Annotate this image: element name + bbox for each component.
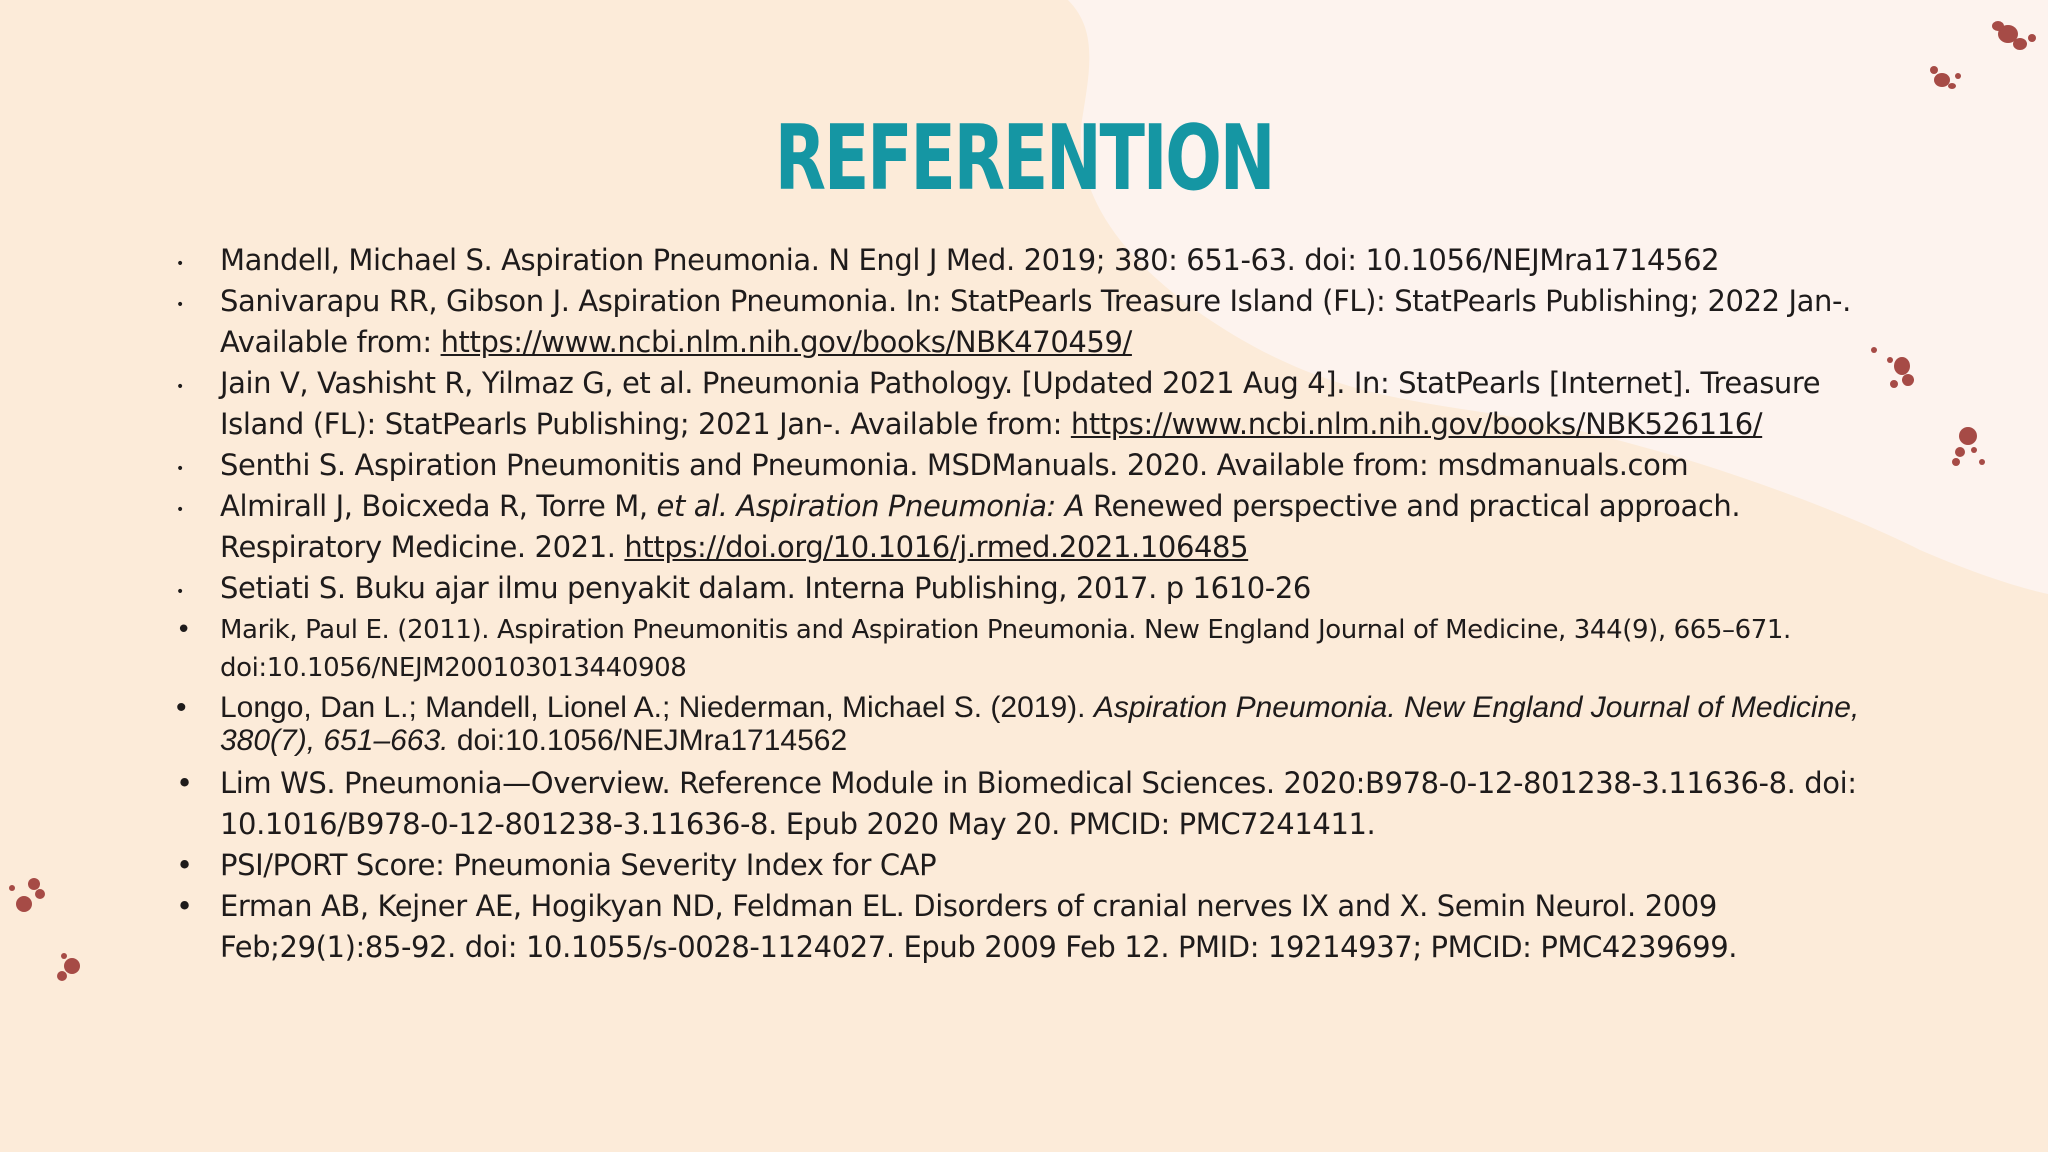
- reference-italic-text: Aspiration Pneumonia. New England Journal of Medicine, 380(7), 651–663.: [220, 691, 1860, 757]
- reference-text: Senthi S. Aspiration Pneumonitis and Pneumonia. MSDManuals. 2020. Available from: msdmanuals.com: [220, 448, 1689, 482]
- slide-title: REFERENTION: [774, 106, 1274, 211]
- reference-item: [170, 763, 1870, 845]
- bullet-icon: •: [176, 766, 193, 800]
- reference-list: [170, 240, 1870, 968]
- reference-item: [170, 886, 1870, 968]
- bullet-icon: •: [176, 502, 184, 518]
- reference-link[interactable]: https://doi.org/10.1016/j.rmed.2021.106485: [624, 530, 1249, 564]
- bullet-icon: •: [176, 848, 193, 882]
- reference-item: [170, 691, 1870, 757]
- reference-text: doi:10.1056/NEJMra1714562: [448, 724, 848, 757]
- bullet-icon: •: [176, 615, 191, 645]
- reference-text: PSI/PORT Score: Pneumonia Severity Index for CAP: [220, 848, 937, 882]
- reference-item: [170, 240, 1870, 281]
- reference-item: [170, 486, 1870, 568]
- bullet-icon: •: [176, 297, 184, 313]
- reference-item: [170, 845, 1870, 886]
- reference-text: Almirall J, Boicxeda R, Torre M,: [220, 489, 657, 523]
- reference-item: [170, 281, 1870, 363]
- reference-item: [170, 611, 1870, 687]
- reference-item: [170, 363, 1870, 445]
- bullet-icon: •: [176, 889, 193, 923]
- reference-item: [170, 568, 1870, 609]
- bullet-icon: •: [176, 379, 184, 395]
- reference-text: Longo, Dan L.; Mandell, Lionel A.; Niederman, Michael S. (2019).: [220, 691, 1094, 724]
- reference-text: Jain V, Vashisht R, Yilmaz G, et al. Pneumonia Pathology. [Updated 2021 Aug 4]. In: StatPearls [Internet]. Treasure Island (FL): StatPearls Publishing; 2021 Jan-. Available from:: [220, 366, 1821, 441]
- bullet-icon: •: [176, 256, 184, 272]
- bullet-icon: •: [176, 584, 184, 600]
- bullet-icon: •: [176, 461, 184, 477]
- bullet-icon: •: [176, 691, 187, 724]
- reference-text: Marik, Paul E. (2011). Aspiration Pneumonitis and Aspiration Pneumonia. New England Journal of Medicine, 344(9), 665–671. doi:10.1056/NEJM200103013440908: [220, 615, 1791, 683]
- reference-text: Erman AB, Kejner AE, Hogikyan ND, Feldman EL. Disorders of cranial nerves IX and X. Semin Neurol. 2009 Feb;29(1):85-92. doi: 10.1055/s-0028-1124027. Epub 2009 Feb 12. PMID: 19214937; PMCID: PMC4239699.: [220, 889, 1738, 964]
- reference-text: Setiati S. Buku ajar ilmu penyakit dalam. Interna Publishing, 2017. p 1610-26: [220, 571, 1311, 605]
- reference-item: [170, 445, 1870, 486]
- reference-text: Renewed perspective and practical approach. Respiratory Medicine. 2021.: [220, 489, 1741, 564]
- reference-text: Sanivarapu RR, Gibson J. Aspiration Pneumonia. In: StatPearls Treasure Island (FL): StatPearls Publishing; 2022 Jan-. Available from:: [220, 284, 1851, 359]
- reference-text: Lim WS. Pneumonia—Overview. Reference Module in Biomedical Sciences. 2020:B978-0-12-801238-3.11636-8. doi: 10.1016/B978-0-12-801238-3.11636-8. Epub 2020 May 20. PMCID: PMC7241411.: [220, 766, 1857, 841]
- reference-italic-text: et al. Aspiration Pneumonia: A: [656, 489, 1085, 523]
- reference-link[interactable]: https://www.ncbi.nlm.nih.gov/books/NBK470459/: [440, 325, 1132, 359]
- reference-link[interactable]: https://www.ncbi.nlm.nih.gov/books/NBK526116/: [1070, 407, 1763, 441]
- reference-text: Mandell, Michael S. Aspiration Pneumonia. N Engl J Med. 2019; 380: 651-63. doi: 10.1056/NEJMra1714562: [220, 243, 1720, 277]
